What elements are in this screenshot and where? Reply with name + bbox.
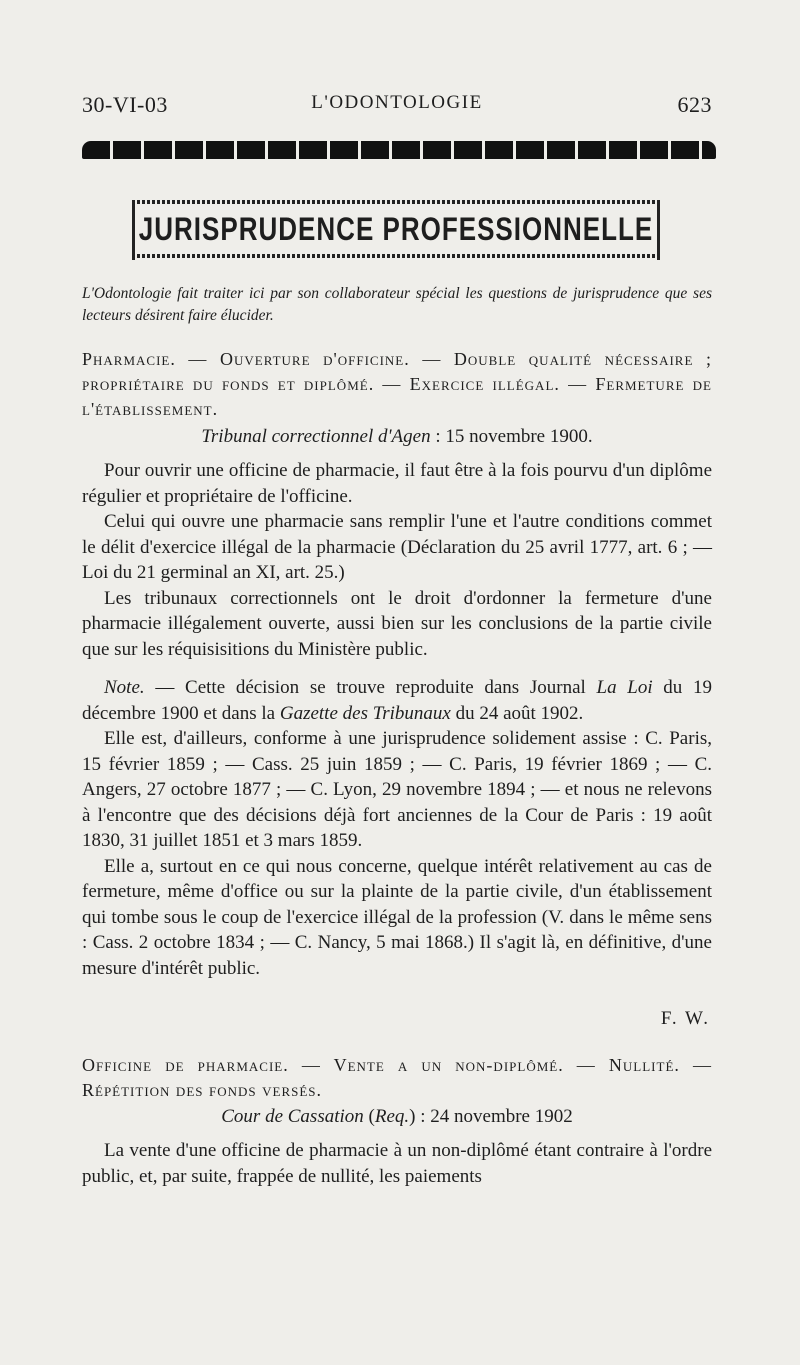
note-paragraph-3: Elle a, surtout en ce qui nous concerne, quelque intérêt relativement au cas de fermeture, même d'office ou sur la plainte de la partie civile, d'un établissement qui tombe sous le coup de l'exercice illégal de la profession (V. dans le même sens : Cass. 2 octobre 1834 ; — C. Nancy, 5 mai 1868.) Il s'agit là, en définitive, d'une mesure d'intérêt public. (82, 855, 712, 979)
case2-court-name: Cour de Cassation (221, 1106, 364, 1127)
case1-court-date: : 15 novembre 1900. (430, 426, 593, 447)
note-body (82, 675, 712, 981)
case2-paragraph: La vente d'une officine de pharmacie à un non-diplômé étant contraire à l'ordre public, et, par suite, frappée de nullité, les paiements (82, 1140, 712, 1187)
intro-note: L'Odontologie fait traiter ici par son collaborateur spécial les questions de jurisprudence que ses lecteurs désirent faire élucider. (82, 285, 712, 324)
case2-heading: Officine de pharmacie. — Vente a un non-diplômé. — Nullité. — Répétition des fonds versés. (82, 1055, 712, 1100)
page-number: 623 (677, 92, 712, 117)
frame-bottom-rule (132, 254, 660, 258)
case2-court-chamber: Req. (374, 1106, 410, 1127)
issue-date: 30-VI-03 (82, 92, 168, 117)
note-label: Note. (104, 677, 145, 698)
case2-body (82, 1138, 712, 1189)
author-signature: F. W. (660, 1008, 710, 1029)
note-text: — Cette décision se trouve reproduite dans Journal (144, 677, 597, 698)
note-text: du 24 août 1902. (450, 702, 584, 724)
gazette-name: Gazette des Tribunaux (279, 702, 451, 724)
journal-name: La Loi (596, 677, 653, 698)
note-paragraph-2: Elle est, d'ailleurs, conforme à une jurisprudence solidement assise : C. Paris, 15 février 1859 ; — Cass. 25 juin 1859 ; — C. Paris, 19 février 1869 ; — C. Angers, 27 octobre 1877 ; — C. Lyon, 29 novembre 1894 ; — et nous ne relevons à l'encontre que des décisions déjà fort anciennes de la Cour de Paris : 19 août 1830, 31 juillet 1851 et 3 mars 1859. (82, 728, 712, 851)
running-head (82, 92, 712, 122)
section-title: JURISPRUDENCE PROFESSIONNELLE (138, 210, 654, 248)
case1-body (82, 458, 712, 662)
case1-paragraph: Pour ouvrir une officine de pharmacie, il faut être à la fois pourvu d'un diplôme régulier et propriétaire de l'officine. (82, 460, 712, 507)
section-title-frame (122, 184, 670, 288)
case2-court: Cour de Cassation (Req.) : 24 novembre 1902 (221, 1106, 573, 1127)
journal-title: L'ODONTOLOGIE (311, 92, 483, 113)
frame-top-rule (132, 200, 660, 204)
case1-paragraph: Celui qui ouvre une pharmacie sans remplir l'une et l'autre conditions commet le délit d'exercice illégal de la pharmacie (Déclaration du 25 avril 1777, art. 6 ; — Loi du 21 germinal an XI, art. 25.) (82, 511, 712, 583)
case1-heading: Pharmacie. — Ouverture d'officine. — Double qualité nécessaire ; propriétaire du fonds et diplômé. — Exercice illégal. — Fermeture de l'établissement. (82, 349, 712, 419)
ornamental-border (82, 141, 716, 159)
case1-court (82, 424, 712, 450)
case2-court-date: : 24 novembre 1902 (415, 1106, 573, 1127)
note-paragraph-1 (82, 675, 712, 726)
note-text: du 19 décembre 1900 et dans la (82, 677, 712, 724)
case1-paragraph: Les tribunaux correctionnels ont le droit d'ordonner la fermeture d'une pharmacie illégalement ouverte, aussi bien sur les conclusions de la partie civile que sur les réquisisitions du Ministère public. (82, 587, 712, 660)
case1-court-name: Tribunal correctionnel d'Agen (201, 426, 431, 447)
